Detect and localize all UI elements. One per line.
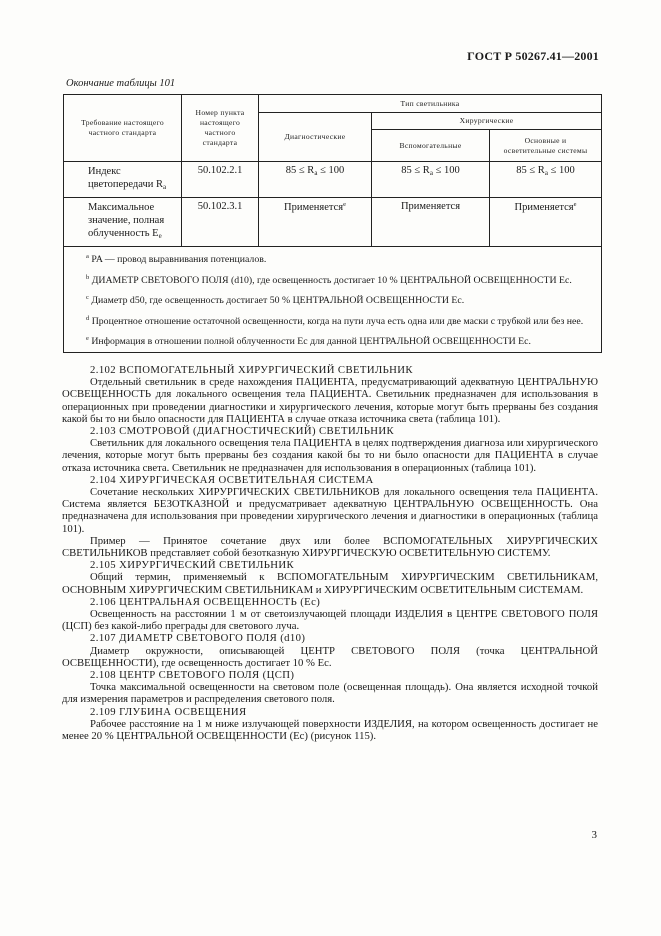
cell-diagnostic: $85 \le R_a \le 100$ — [259, 162, 372, 198]
table-note: $^c$ Диаметр d50, где освещенность достигает 50 % ЦЕНТРАЛЬНОЙ ОСВЕЩЕННОСТИ Ec. — [86, 294, 465, 306]
table-note: $^e$ Информация в отношении полной облученности Ec для данной ЦЕНТРАЛЬНОЙ ОСВЕЩЕННОСТИ Ec. — [86, 335, 531, 347]
section-paragraph: Сочетание нескольких ХИРУРГИЧЕСКИХ СВЕТИЛЬНИКОВ для локального освещения тела ПАЦИЕНТА. Система является БЕЗОТКАЗНОЙ и предусматривает адекватную ЦЕНТРАЛЬНУЮ ОСВЕЩЕННОСТЬ. Она предназначена для использования при проведении хирургического лечения и диагностики в операционных (таблица 101). — [62, 486, 598, 535]
section-paragraph: Светильник для локального освещения тела ПАЦИЕНТА в целях подтверждения диагноза или хирургического лечения, которые могут быть прерваны без создания какой бы то ни было опасности для ПАЦИЕНТА в случае отказа источника света. Светильник не предназначен для использования в операционных (таблица 101). — [62, 437, 598, 474]
definitions-text — [62, 364, 598, 742]
standard-designation: ГОСТ Р 50267.41—2001 — [467, 49, 599, 63]
header-clause: Номер пункта настоящего частного стандарта — [182, 95, 259, 162]
section-heading: 2.106 ЦЕНТРАЛЬНАЯ ОСВЕЩЕННОСТЬ (Ec) — [90, 595, 321, 608]
cell-auxiliary: Применяется — [372, 198, 490, 247]
section-paragraph: Рабочее расстояние на 1 м ниже излучающей поверхности ИЗДЕЛИЯ, на котором освещенность достигает не менее 20 % ЦЕНТРАЛЬНОЙ ОСВЕЩЕННОСТИ (Ec) (рисунок 115). — [62, 717, 598, 743]
header-main-systems: Основные и осветительные системы — [490, 130, 602, 162]
cell-main: Применяется$^e$ — [490, 198, 602, 247]
section-paragraph: Точка максимальной освещенности на световом поле (освещенная площадь). Она является исходной точкой для измерения параметров и распределения светового поля. — [62, 681, 598, 706]
table-note: $^b$ ДИАМЕТР СВЕТОВОГО ПОЛЯ (d10), где освещенность достигает 10 % ЦЕНТРАЛЬНОЙ ОСВЕЩЕННОСТИ Ec. — [86, 273, 572, 286]
table-row — [64, 198, 602, 247]
section-paragraph: Освещенность на расстоянии 1 м от светоизлучающей площади ИЗДЕЛИЯ в ЦЕНТРЕ СВЕТОВОГО ПОЛЯ (ЦСП) без какой-либо преграды для светового луча. — [62, 608, 598, 633]
cell-main: $85 \le R_a \le 100$ — [490, 162, 602, 198]
header-luminaire-type: Тип светильника — [259, 95, 602, 113]
row-clause: 50.102.2.1 — [182, 162, 259, 198]
section-heading: 2.104 ХИРУРГИЧЕСКАЯ ОСВЕТИТЕЛЬНАЯ СИСТЕМА — [90, 473, 374, 486]
section-heading: 2.108 ЦЕНТР СВЕТОВОГО ПОЛЯ (ЦСП) — [90, 669, 295, 682]
cell-diagnostic: Применяется$^e$ — [259, 198, 372, 247]
header-auxiliary: Вспомогательные — [372, 130, 490, 162]
section-heading: 2.105 ХИРУРГИЧЕСКИЙ СВЕТИЛЬНИК — [90, 559, 295, 572]
table-row — [64, 162, 602, 198]
section-paragraph: Отдельный светильник в среде нахождения ПАЦИЕНТА, предусматривающий адекватную ЦЕНТРАЛЬНУЮ ОСВЕЩЕННОСТЬ для локального освещения тела ПАЦИЕНТА. Светильник предназначен для использования в операционных при проведении диагностики и хирургического лечения, которые могут быть прерваны без создания какой бы то ни было опасности для ПАЦИЕНТА в случае отказа источника света (таблица 101). — [62, 376, 598, 425]
table-caption: Окончание таблицы 101 — [66, 78, 176, 89]
header-surgical: Хирургические — [372, 113, 602, 130]
section-paragraph: Общий термин, применяемый к ВСПОМОГАТЕЛЬНЫМ ХИРУРГИЧЕСКИМ СВЕТИЛЬНИКАМ, ОСНОВНЫМ ХИРУРГИЧЕСКИМ СВЕТИЛЬНИКАМ и ХИРУРГИЧЕСКИМ ОСВЕТИТЕЛЬНЫМ СИСТЕМАМ. — [62, 571, 598, 596]
section-heading: 2.109 ГЛУБИНА ОСВЕЩЕНИЯ — [90, 705, 247, 718]
row-label: Максимальное значение, полная облученность $E_e$ — [64, 198, 182, 247]
section-heading: 2.107 ДИАМЕТР СВЕТОВОГО ПОЛЯ (d10) — [90, 632, 306, 645]
header-diagnostic: Диагностические — [259, 113, 372, 162]
page-number: 3 — [591, 829, 597, 841]
row-label: Индекс цветопередачи $R_a$ — [64, 162, 182, 198]
cell-auxiliary: $85 \le R_a \le 100$ — [372, 162, 490, 198]
section-heading: 2.103 СМОТРОВОЙ (ДИАГНОСТИЧЕСКИЙ) СВЕТИЛЬНИК — [90, 425, 395, 438]
section-heading: 2.102 ВСПОМОГАТЕЛЬНЫЙ ХИРУРГИЧЕСКИЙ СВЕТИЛЬНИК — [90, 364, 413, 376]
section-example: Пример — Принятое сочетание двух или более ВСПОМОГАТЕЛЬНЫХ ХИРУРГИЧЕСКИХ СВЕТИЛЬНИКОВ представляет собой безотказную ХИРУРГИЧЕСКУЮ ОСВЕТИТЕЛЬНУЮ СИСТЕМУ. — [62, 534, 598, 560]
table-note: $^d$ Процентное отношение остаточной освещенности, когда на пути луча есть одна или две маски с трубкой или без нее. — [86, 314, 584, 327]
table-notes — [64, 247, 602, 353]
luminaire-table — [63, 94, 602, 353]
table-note: $^a$ PA — провод выравнивания потенциалов. — [86, 253, 267, 265]
header-requirement: Требование настоящего частного стандарта — [64, 95, 182, 162]
row-clause: 50.102.3.1 — [182, 198, 259, 247]
section-paragraph: Диаметр окружности, описывающей ЦЕНТР СВЕТОВОГО ПОЛЯ (точка ЦЕНТРАЛЬНОЙ ОСВЕЩЕННОСТИ), где освещенность достигает 10 % Ec. — [62, 644, 598, 669]
